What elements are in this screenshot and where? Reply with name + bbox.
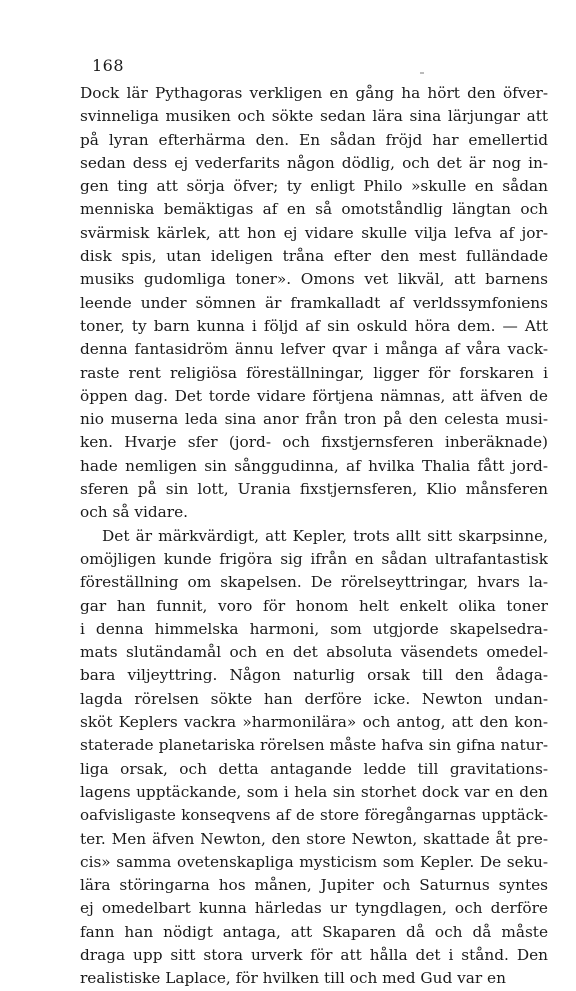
text-line: lära störingarna hos månen, Jupiter och Saturnus syntes xyxy=(80,876,548,895)
text-line: föreställning om skapelsen. De rörelseyttringar, hvars la- xyxy=(80,573,548,592)
text-line: i denna himmelska harmoni, som utgjorde skapelsedra- xyxy=(80,619,548,638)
text-line: gar han funnit, voro för honom helt enkelt olika toner xyxy=(80,596,548,615)
text-line: menniska bemäktigas af en så omotståndlig längtan och xyxy=(80,200,548,219)
text-line: och så vidare. xyxy=(80,503,188,522)
text-line: på lyran efterhärma den. En sådan fröjd har emellertid xyxy=(80,130,548,149)
text-line: bara viljeyttring. Någon naturlig orsak till den ådaga- xyxy=(80,666,548,685)
text-line: svinneliga musiken och sökte sedan lära sina lärjungar att xyxy=(80,107,548,126)
text-line: Det är märkvärdigt, att Kepler, trots allt sitt skarpsinne, xyxy=(102,526,548,545)
text-line: raste rent religiösa föreställningar, ligger för forskaren i xyxy=(80,363,548,382)
text-line: sferen på sin lott, Urania fixstjernsferen, Klio månsferen xyxy=(80,480,548,499)
text-line: hade nemligen sin sånggudinna, af hvilka Thalia fått jord- xyxy=(80,456,548,475)
text-line: cis» samma ovetenskapliga mysticism som Kepler. De seku- xyxy=(80,852,548,871)
text-line: sedan dess ej vederfarits någon dödlig, och det är nog in- xyxy=(80,153,548,172)
text-line: musiks gudomliga toner». Omons vet likväl, att barnens xyxy=(80,270,548,289)
text-line: lagda rörelsen sökte han derföre icke. Newton undan- xyxy=(80,689,548,708)
text-line: svärmisk kärlek, att hon ej vidare skulle vilja lefva af jor- xyxy=(80,223,548,242)
text-line: ken. Hvarje sfer (jord- och fixstjernsferen inberäknade) xyxy=(80,433,548,452)
text-line: Dock lär Pythagoras verkligen en gång ha hört den öfver- xyxy=(80,84,548,102)
text-line: lagens upptäckande, som i hela sin storhet dock var en den xyxy=(80,782,548,801)
text-line: mats slutändamål och en det absoluta väsendets omedel- xyxy=(80,643,548,662)
text-line: staterade planetariska rörelsen måste hafva sin gifna natur- xyxy=(80,736,548,755)
text-line: gen ting att sörja öfver; ty enligt Philo »skulle en sådan xyxy=(80,177,548,196)
text-line: ej omedelbart kunna härledas ur tyngdlagen, och derföre xyxy=(80,899,548,918)
body-text xyxy=(80,82,548,991)
text-line: denna fantasidröm ännu lefver qvar i många af våra vack- xyxy=(80,340,548,359)
text-line: disk spis, utan ideligen tråna efter den mest fulländade xyxy=(80,247,548,266)
text-line: oafvisligaste konseqvens af de store föregångarnas upptäck- xyxy=(80,806,548,825)
text-line: ter. Men äfven Newton, den store Newton, skattade åt pre- xyxy=(80,829,548,848)
text-line: toner, ty barn kunna i följd af sin oskuld höra dem. — Att xyxy=(80,316,548,335)
text-line: sköt Keplers vackra »harmonilära» och antog, att den kon- xyxy=(80,713,548,732)
text-line: öppen dag. Det torde vidare förtjena nämnas, att äfven de xyxy=(80,386,548,405)
text-line: draga upp sitt stora urverk för att hålla det i stånd. Den xyxy=(80,945,548,964)
text-line: omöjligen kunde frigöra sig ifrån en sådan ultrafantastisk xyxy=(80,549,548,568)
text-line: liga orsak, och detta antagande ledde till gravitations- xyxy=(80,759,548,778)
text-line: leende under sömnen är framkalladt af verldssymfoniens xyxy=(80,293,548,312)
print-speck xyxy=(420,72,424,74)
page-number: 168 xyxy=(92,56,125,75)
text-line: realistiske Laplace, för hvilken till och med Gud var en xyxy=(80,969,506,988)
text-line: nio muserna leda sina anor från tron på den celesta musi- xyxy=(80,410,548,429)
text-line: fann han nödigt antaga, att Skaparen då och då måste xyxy=(80,922,548,941)
